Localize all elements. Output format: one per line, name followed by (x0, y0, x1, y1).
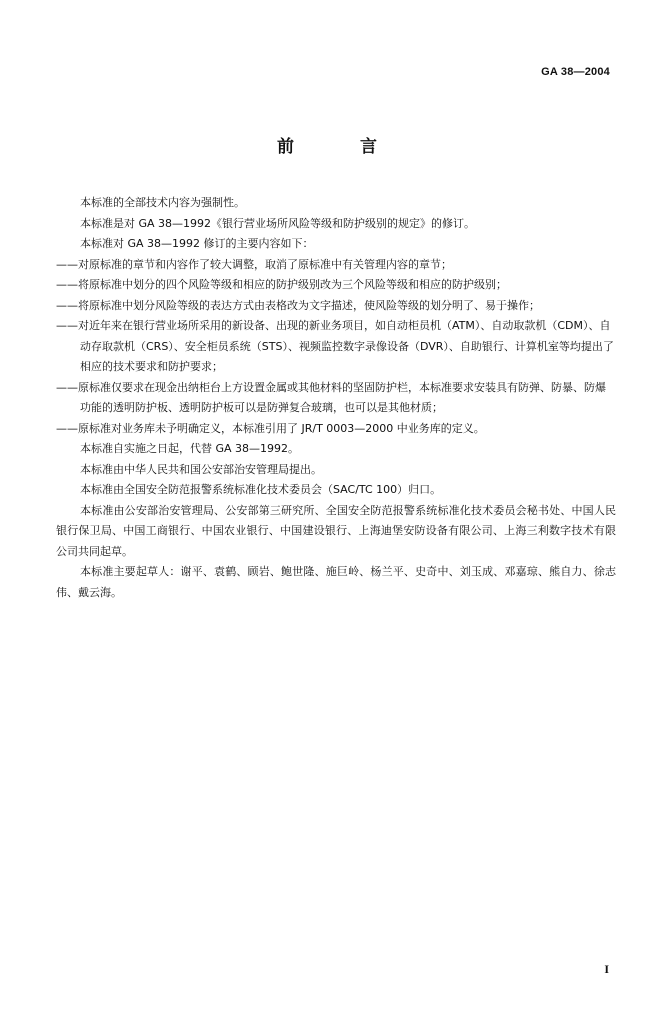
change-item: ——对近年来在银行营业场所采用的新设备、出现的新业务项目，如自动柜员机（ATM）、自动取款机（CDM）、自动存取款机（CRS）、安全柜员系统（STS）、视频监控数字录像设备（DVR）、自助银行、计算机室等均提出了相应的技术要求和防护要求； (56, 319, 614, 373)
change-item: ——将原标准中划分风险等级的表达方式由表格改为文字描述，使风险等级的划分明了、易于操作； (56, 298, 540, 312)
change-item: ——将原标准中划分的四个风险等级和相应的防护级别改为三个风险等级和相应的防护级别； (56, 278, 507, 291)
paragraph-centralized: 本标准由全国安全防范报警系统标准化技术委员会（SAC/TC 100）归口。 (80, 483, 442, 496)
paragraph-changes-intro: 本标准对 GA 38—1992 修订的主要内容如下： (80, 237, 314, 250)
standard-code: GA 38—2004 (541, 66, 610, 78)
page-title: 前 言 (277, 137, 407, 157)
paragraph-proposer: 本标准由中华人民共和国公安部治安管理局提出。 (80, 462, 322, 476)
paragraph-drafters: 本标准主要起草人：谢平、袁鹤、顾岩、鲍世隆、施巨岭、杨兰平、史奇中、刘玉成、邓嘉琼、熊自力、徐志伟、戴云海。 (56, 565, 616, 599)
change-item: ——原标准对业务库未予明确定义，本标准引用了 JR/T 0003—2000 中业务库的定义。 (56, 421, 485, 435)
paragraph-mandatory: 本标准的全部技术内容为强制性。 (80, 196, 245, 209)
paragraph-replaces: 本标准自实施之日起，代替 GA 38—1992。 (80, 442, 300, 455)
page-number: I (604, 962, 609, 976)
change-item: ——原标准仅要求在现金出纳柜台上方设置金属或其他材料的坚固防护栏，本标准要求安装具有防弹、防暴、防爆功能的透明防护板、透明防护板可以是防弹复合玻璃，也可以是其他材质； (56, 380, 606, 414)
paragraph-drafting-units: 本标准由公安部治安管理局、公安部第三研究所、全国安全防范报警系统标准化技术委员会秘书处、中国人民银行保卫局、中国工商银行、中国农业银行、中国建设银行、上海迪堡安防设备有限公司、上海三利数字技术有限公司共同起草。 (56, 503, 616, 558)
change-item: ——对原标准的章节和内容作了较大调整，取消了原标准中有关管理内容的章节； (56, 257, 452, 271)
paragraph-revision: 本标准是对 GA 38—1992《银行营业场所风险等级和防护级别的规定》的修订。 (80, 216, 476, 230)
foreword-content (56, 193, 616, 603)
